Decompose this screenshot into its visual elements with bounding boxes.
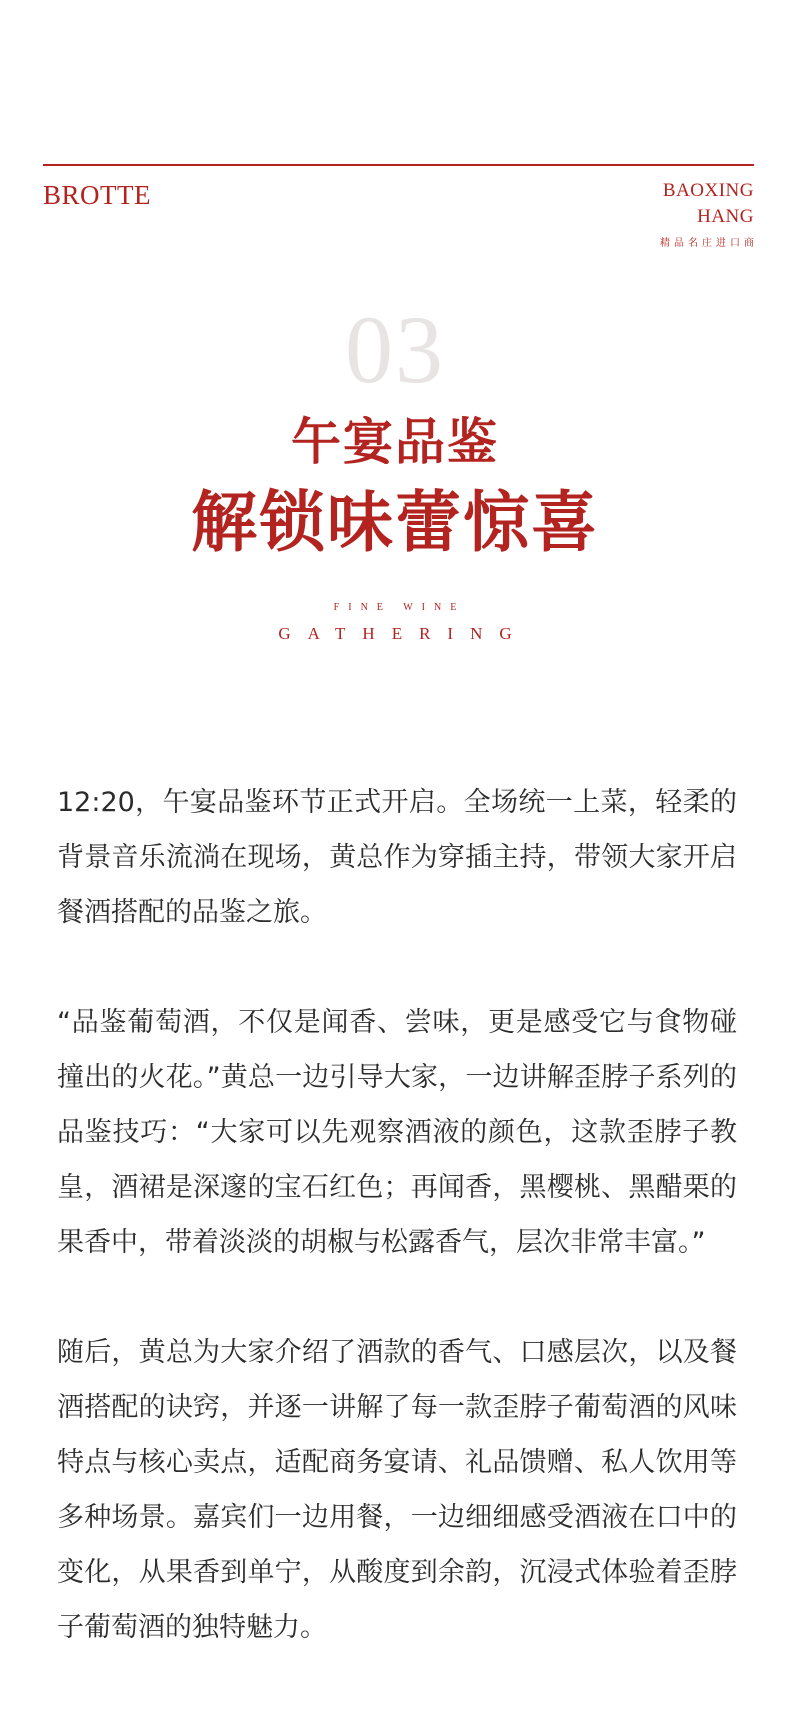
article-body (57, 775, 737, 1710)
tagline-small: FINE WINE (333, 602, 466, 613)
brand-logo-brotte: BROTTE (43, 180, 151, 210)
section-title-line2: 解锁味蕾惊喜 (191, 483, 599, 561)
brand-right-line1: BAOXING (662, 180, 754, 201)
brand-logo-baoxing-hang (660, 178, 758, 249)
header-divider (43, 164, 754, 166)
section-title-line1: 午宴品鉴 (291, 412, 499, 471)
paragraph: “品鉴葡萄酒，不仅是闻香、尝味，更是感受它与食物碰撞出的火花。”黄总一边引导大家，一边讲解歪脖子系列的品鉴技巧：“大家可以先观察酒液的颜色，这款歪脖子教皇，酒裙是深邃的宝石红色；再闻香，黑樱桃、黑醋栗的果香中，带着淡淡的胡椒与松露香气，层次非常丰富。” (57, 1007, 737, 1258)
paragraph: 随后，黄总为大家介绍了酒款的香气、口感层次，以及餐酒搭配的诀窍，并逐一讲解了每一款歪脖子葡萄酒的风味特点与核心卖点，适配商务宴请、礼品馈赠、私人饮用等多种场景。嘉宾们一边用餐，一边细细感受酒液在口中的变化，从果香到单宁，从酸度到余韵，沉浸式体验着歪脖子葡萄酒的独特魅力。 (57, 1337, 737, 1643)
brand-right-line2: HANG (697, 206, 754, 227)
section-number: 03 (345, 296, 445, 403)
tagline-large: GATHERING (278, 624, 529, 643)
paragraph: 12:20，午宴品鉴环节正式开启。全场统一上菜，轻柔的背景音乐流淌在现场，黄总作为穿插主持，带领大家开启餐酒搭配的品鉴之旅。 (57, 787, 737, 928)
brand-right-subtitle: 精品名庄进口商 (660, 238, 758, 249)
